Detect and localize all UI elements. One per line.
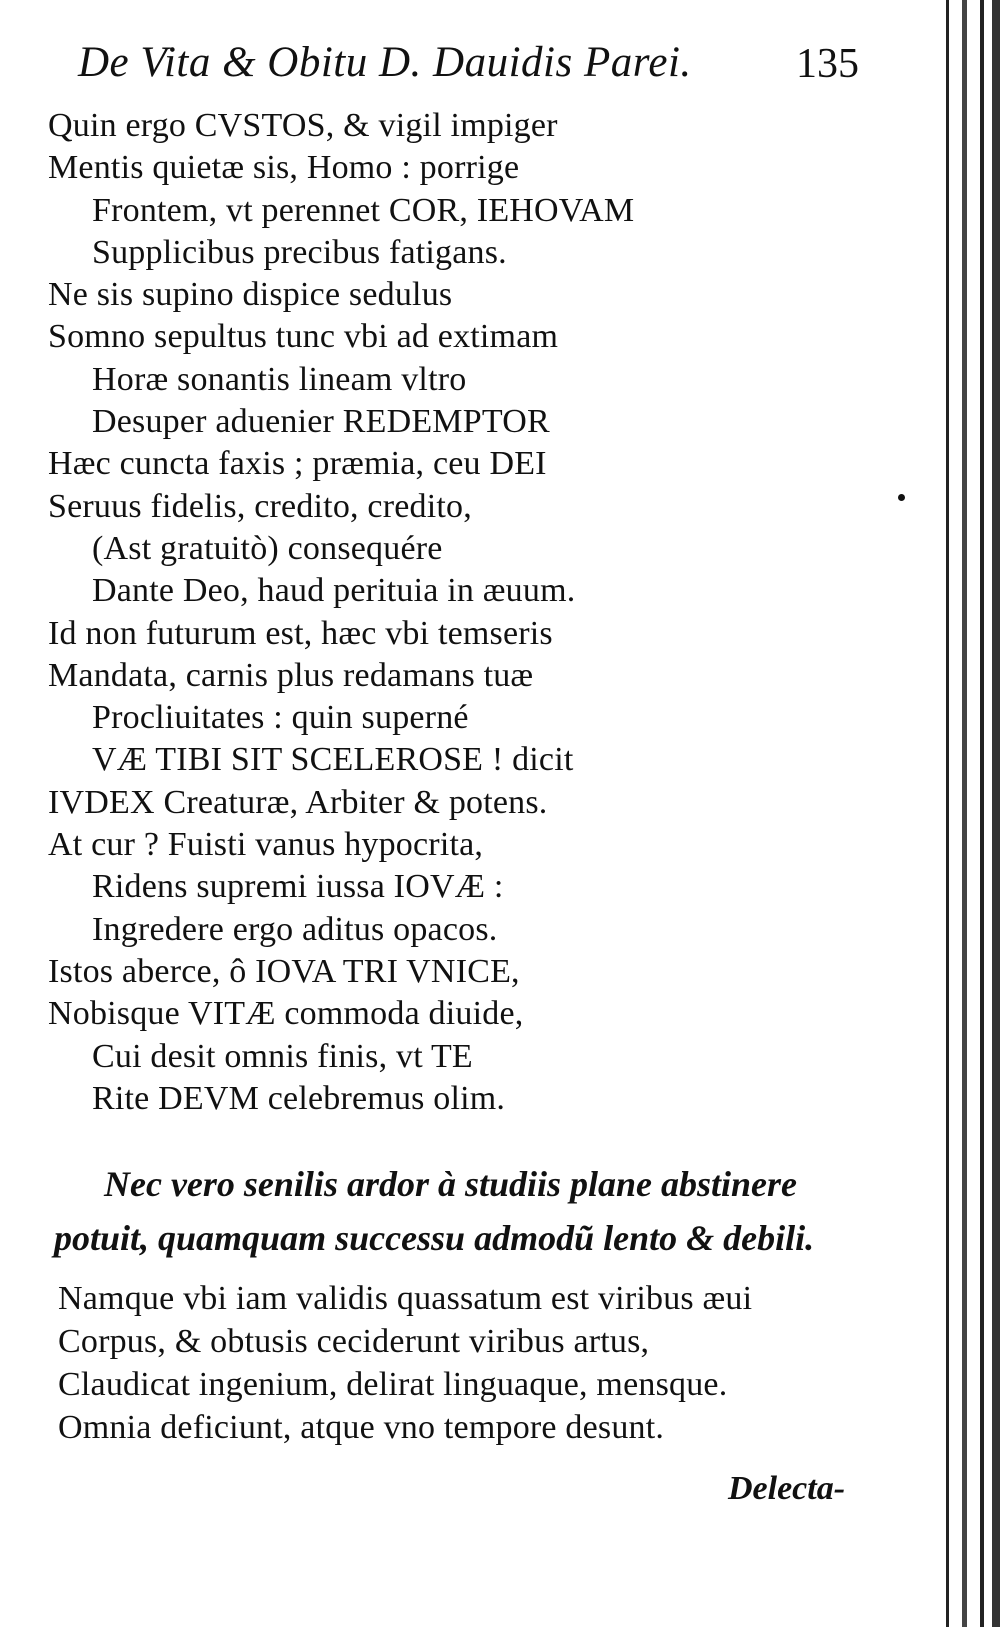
verse-line: Nobisque VITÆ commoda diuide, xyxy=(48,995,524,1033)
verse-line: Procliuitates : quin superné xyxy=(92,699,469,737)
verse-line: Hæc cuncta faxis ; præmia, ceu DEI xyxy=(48,445,547,483)
verse-line: Quin ergo CVSTOS, & vigil impiger xyxy=(48,107,558,144)
verse-line: Mentis quietæ sis, Homo : porrige xyxy=(48,149,520,187)
verse-line: VÆ TIBI SIT SCELEROSE ! dicit xyxy=(92,741,574,779)
ink-spot xyxy=(898,494,905,501)
catchword: Delecta- xyxy=(728,1470,846,1507)
binding-edge xyxy=(940,0,1000,1627)
verse-line: IVDEX Creaturæ, Arbiter & potens. xyxy=(48,783,548,821)
verse-line: Rite DEVM celebremus olim. xyxy=(92,1079,506,1117)
running-head xyxy=(78,38,878,98)
verse-line: Desuper aduenier REDEMPTOR xyxy=(92,403,550,441)
verse-block xyxy=(48,105,908,1120)
prose-line: Nec vero senilis ardor à studiis plane abstinere xyxy=(104,1164,798,1204)
quote-line: Claudicat ingenium, delirat linguaque, mensque. xyxy=(58,1366,728,1403)
verse-line: Ridens supremi iussa IOVÆ : xyxy=(92,868,504,906)
binding-line xyxy=(992,0,1000,1627)
page-number: 135 xyxy=(796,41,859,87)
verse-line: Horæ sonantis lineam vltro xyxy=(92,360,467,398)
verse-line: Ne sis supino dispice sedulus xyxy=(48,276,453,314)
verse-line: (Ast gratuitò) consequére xyxy=(92,529,443,567)
verse-line: Somno sepultus tunc vbi ad extimam xyxy=(48,318,559,356)
running-head-title: De Vita & Obitu D. Dauidis Parei. xyxy=(78,39,692,86)
binding-line xyxy=(962,0,967,1627)
prose-paragraph xyxy=(54,1157,884,1265)
verse-line: Istos aberce, ô IOVA TRI VNICE, xyxy=(48,952,520,990)
binding-line xyxy=(980,0,984,1627)
quote-line: Omnia deficiunt, atque vno tempore desunt. xyxy=(58,1409,665,1446)
quoted-verse xyxy=(58,1277,918,1449)
quote-line: Corpus, & obtusis ceciderunt viribus artus, xyxy=(58,1323,650,1360)
verse-line: Id non futurum est, hæc vbi temseris xyxy=(48,614,553,652)
verse-line: Frontem, vt perennet COR, IEHOVAM xyxy=(92,191,635,229)
verse-line: Seruus fidelis, credito, credito, xyxy=(48,487,472,525)
quote-line: Namque vbi iam validis quassatum est viribus æui xyxy=(58,1280,753,1317)
binding-line xyxy=(946,0,949,1627)
verse-line: Dante Deo, haud perituia in æuum. xyxy=(92,572,576,610)
verse-line: Cui desit omnis finis, vt TE xyxy=(92,1037,473,1075)
verse-line: At cur ? Fuisti vanus hypocrita, xyxy=(48,826,484,864)
verse-line: Mandata, carnis plus redamans tuæ xyxy=(48,656,534,694)
verse-line: Supplicibus precibus fatigans. xyxy=(92,233,507,271)
prose-line: potuit, quamquam successu admodũ lento & debili. xyxy=(54,1218,815,1258)
verse-line: Ingredere ergo aditus opacos. xyxy=(92,910,498,948)
